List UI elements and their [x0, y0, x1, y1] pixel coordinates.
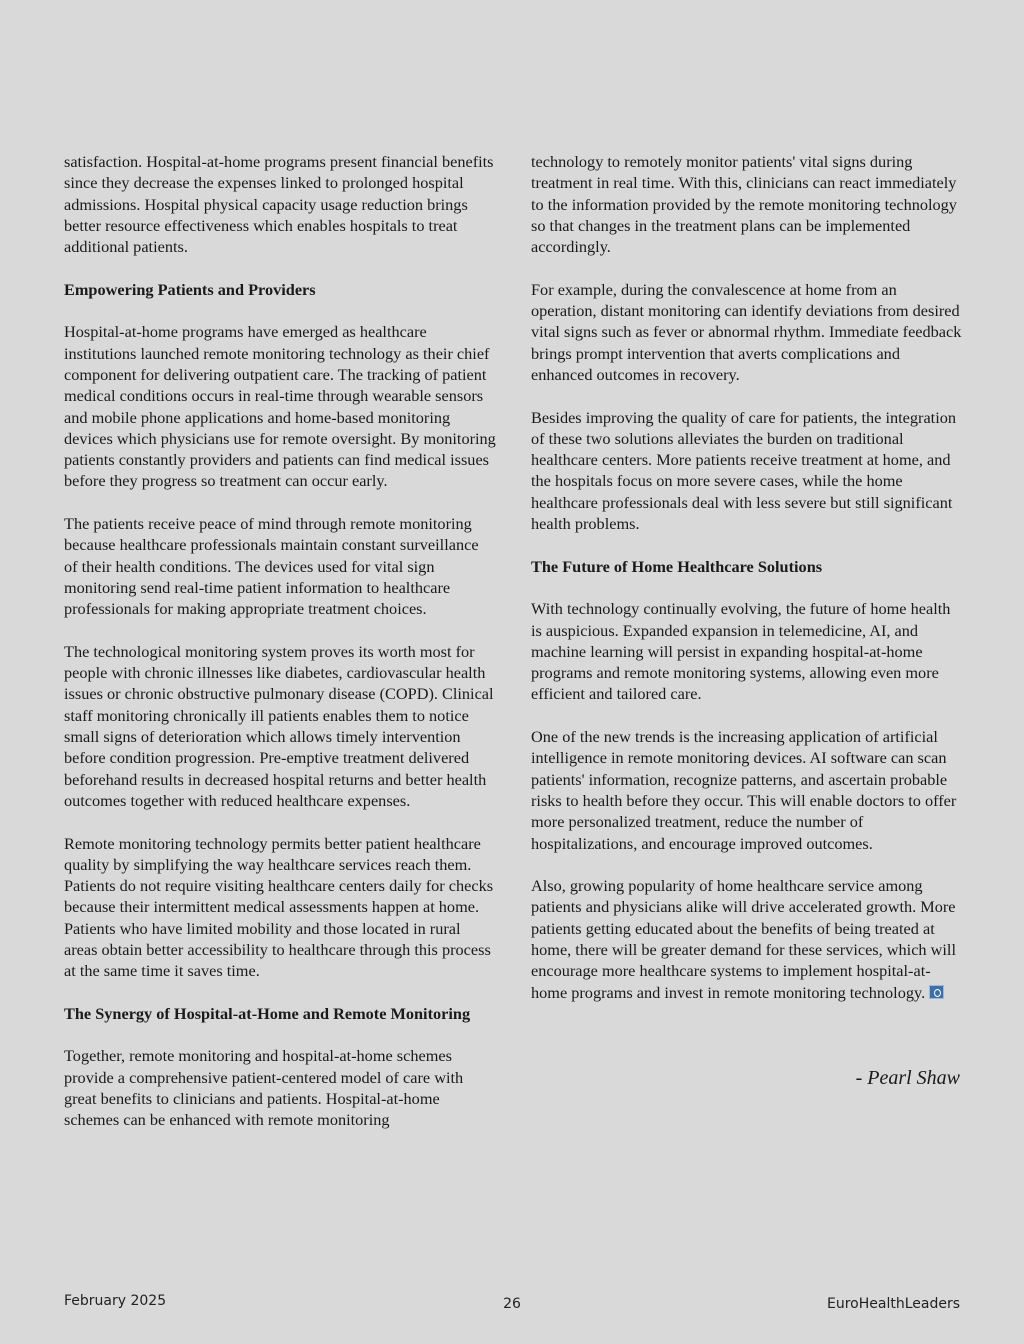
left-column — [64, 151, 496, 1152]
heading-text: The Synergy of Hospital-at-Home and Remote Monitoring — [64, 1003, 471, 1023]
heading-text: Empowering Patients and Providers — [64, 279, 316, 299]
paragraph-text: Remote monitoring technology permits better patient healthcare quality by simplifying the way healthcare services reach them. Patients do not require visiting healthcare centers daily for checks because their intermittent medical assessments happen at home. Patients who have limited mobility and those located in rural areas obtain better accessibility to healthcare through this process at the same time it saves time. — [64, 833, 494, 981]
body-paragraph — [531, 279, 965, 385]
paragraph-text: The patients receive peace of mind through remote monitoring because healthcare professionals maintain constant surveillance of their health conditions. The devices used for vital sign monitoring send real-time patient information to healthcare professionals for making appropriate treatment choices. — [64, 514, 479, 619]
body-paragraph — [64, 151, 496, 257]
body-paragraph — [64, 641, 496, 811]
body-paragraph — [531, 407, 965, 535]
paragraph-text: satisfaction. Hospital-at-home programs present financial benefits since they decrease the expenses linked to prolonged hospital admissions. Hospital physical capacity usage reduction brings better resource effectiveness which enables hospitals to treat additional patients. — [64, 152, 494, 257]
paragraph-text: The technological monitoring system proves its worth most for people with chronic illnesses like diabetes, cardiovascular health issues or chronic obstructive pulmonary disease (COPD). Clinical staff monitoring chronically ill patients enables them to notice small signs of deterioration which allows timely intervention before condition progression. Pre-emptive treatment delivered beforehand results in decreased hospital returns and better health outcomes together with reduced healthcare expenses. — [64, 641, 494, 810]
body-paragraph — [64, 513, 496, 619]
body-paragraph — [531, 726, 965, 854]
body-paragraph — [531, 151, 965, 257]
page-number: 26 — [503, 1296, 521, 1312]
section-heading — [64, 1003, 496, 1024]
publication-name: EuroHealthLeaders — [827, 1296, 960, 1312]
paragraph-text: For example, during the convalescence at home from an operation, distant monitoring can identify deviations from desired vital signs such as fever or abnormal rhythm. Immediate feedback brings prompt intervention that averts complications and enhanced outcomes in recovery. — [531, 279, 962, 384]
paragraph-text: Also, growing popularity of home healthcare service among patients and physicians alike will drive accelerated growth. More patients getting educated about the benefits of being treated at home, there will be greater demand for these services, which will encourage more healthcare systems to implement hospital-at-home programs and invest in remote monitoring technology. — [531, 876, 956, 1002]
body-paragraph — [531, 875, 965, 1003]
body-paragraph — [64, 1045, 496, 1130]
paragraph-text: Together, remote monitoring and hospital-at-home schemes provide a comprehensive patient-centered model of care with great benefits to clinicians and patients. Hospital-at-home schemes can be enhanced with remote monitoring — [64, 1046, 464, 1130]
right-column — [531, 151, 965, 1024]
paragraph-text: Hospital-at-home programs have emerged as healthcare institutions launched remote monitoring technology as their chief component for delivering outpatient care. The tracking of patient medical conditions occurs in real-time through wearable sensors and mobile phone applications and home-based monitoring devices which physicians use for remote oversight. By monitoring patients constantly providers and patients can find medical issues before they progress so treatment can occur early. — [64, 322, 496, 491]
body-paragraph — [531, 598, 965, 704]
paragraph-text: With technology continually evolving, the future of home health is auspicious. Expanded expansion in telemedicine, AI, and machine learning will persist in expanding hospital-at-home programs and remote monitoring systems, allowing even more efficient and tailored care. — [531, 599, 951, 704]
heading-text: The Future of Home Healthcare Solutions — [531, 556, 823, 576]
ehl-logo-icon — [929, 985, 944, 999]
section-heading — [531, 556, 965, 577]
body-paragraph — [64, 321, 496, 491]
section-heading — [64, 279, 496, 300]
paragraph-text: Besides improving the quality of care for patients, the integration of these two solutions alleviates the burden on traditional healthcare centers. More patients receive treatment at home, and the hospitals focus on more severe cases, while the home healthcare professionals deal with less severe but still significant health problems. — [531, 407, 957, 534]
body-paragraph — [64, 833, 496, 982]
paragraph-text: One of the new trends is the increasing application of artificial intelligence in remote monitoring devices. AI software can scan patients' information, recognize patterns, and ascertain probable risks to health before they occur. This will enable doctors to offer more personalized treatment, reduce the number of hospitalizations, and encourage improved outcomes. — [531, 727, 957, 853]
paragraph-text: technology to remotely monitor patients' vital signs during treatment in real time. With this, clinicians can react immediately to the information provided by the remote monitoring technology so that changes in the treatment plans can be implemented accordingly. — [531, 152, 957, 257]
author-signature: - Pearl Shaw — [855, 1067, 960, 1089]
footer-date: February 2025 — [64, 1293, 167, 1309]
